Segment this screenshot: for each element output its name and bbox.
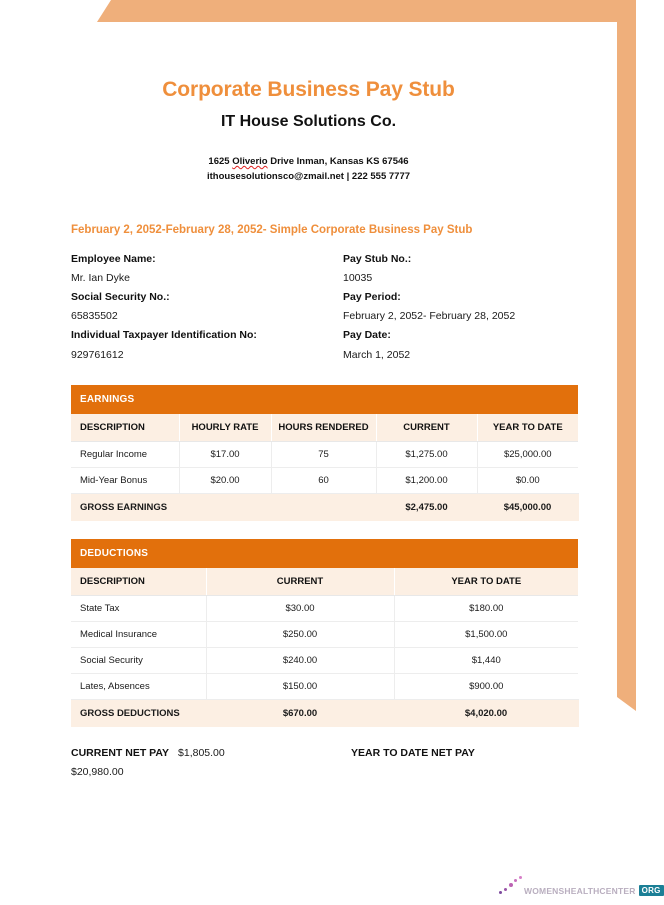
table-row (71, 442, 578, 468)
pay-date-label: Pay Date: (343, 329, 391, 342)
deductions-row-0-description: State Tax (71, 596, 206, 622)
deductions-row-1-year-to-date: $1,500.00 (394, 622, 578, 648)
earnings-table (71, 385, 579, 521)
deductions-row-2-current: $240.00 (206, 648, 394, 674)
table-row (71, 648, 578, 674)
deductions-col-year-to-date: YEAR TO DATE (394, 568, 578, 596)
deductions-column-header-row (71, 568, 578, 596)
earnings-row-1-description: Mid-Year Bonus (71, 468, 179, 494)
employee-name-label: Employee Name: (71, 253, 156, 265)
deductions-col-current: CURRENT (206, 568, 394, 596)
pay-stub-no-value: 10035 (343, 272, 373, 285)
deductions-col-description: DESCRIPTION (71, 568, 206, 596)
gross-earnings-blank-hourly (179, 494, 271, 522)
table-row (71, 674, 578, 700)
gross-earnings-label: GROSS EARNINGS (71, 494, 179, 522)
earnings-row-0-hourly-rate: $17.00 (179, 442, 271, 468)
womenshealthcenter-logo (498, 874, 661, 898)
itin-label: Individual Taxpayer Identification No: (71, 329, 257, 342)
current-net-pay-value: $1,805.00 (178, 747, 225, 759)
pay-period-label: Pay Period: (343, 291, 401, 304)
pay-period-heading: February 2, 2052-February 28, 2052- Simple Corporate Business Pay Stub (71, 224, 473, 237)
earnings-row-0-description: Regular Income (71, 442, 179, 468)
address-suffix: Drive Inman, Kansas KS 67546 (267, 156, 409, 167)
table-row (71, 622, 578, 648)
current-net-pay-label: CURRENT NET PAY (71, 747, 170, 759)
employee-details-right-column (343, 250, 581, 365)
earnings-row-0-hours-rendered: 75 (271, 442, 376, 468)
earnings-col-year-to-date: YEAR TO DATE (477, 414, 578, 442)
deductions-band-row (71, 539, 578, 568)
gross-deductions-year-to-date: $4,020.00 (394, 700, 578, 728)
employee-details-left-column (71, 250, 343, 365)
deductions-band-title: DEDUCTIONS (71, 539, 578, 568)
deductions-row-1-current: $250.00 (206, 622, 394, 648)
logo-org-badge: ORG (639, 885, 664, 896)
earnings-row-1-hours-rendered: 60 (271, 468, 376, 494)
pay-date-value: March 1, 2052 (343, 348, 411, 361)
year-to-date-net-pay-label: YEAR TO DATE NET PAY (351, 747, 475, 759)
table-row (71, 596, 578, 622)
employee-name-value: Mr. Ian Dyke (71, 272, 130, 285)
ascending-dots-icon (498, 876, 524, 898)
page-right-stripe-decoration (617, 0, 636, 711)
gross-deductions-current: $670.00 (206, 700, 394, 728)
deductions-row-3-year-to-date: $900.00 (394, 674, 578, 700)
deductions-row-3-current: $150.00 (206, 674, 394, 700)
deductions-table (71, 539, 579, 727)
address-prefix: 1625 (208, 156, 233, 167)
deductions-row-0-current: $30.00 (206, 596, 394, 622)
logo-wordmark: WOMENSHEALTHCENTER (524, 886, 636, 896)
year-to-date-net-pay-value: $20,980.00 (71, 766, 124, 779)
pay-stub-no-label: Pay Stub No.: (343, 253, 412, 265)
gross-deductions-label: GROSS DEDUCTIONS (71, 700, 206, 728)
pay-period-value: February 2, 2052- February 28, 2052 (343, 310, 516, 323)
social-security-label: Social Security No.: (71, 291, 170, 304)
gross-earnings-current: $2,475.00 (376, 494, 477, 522)
earnings-col-hours-rendered: HOURS RENDERED (271, 414, 376, 442)
employee-details (71, 250, 581, 365)
earnings-row-1-current: $1,200.00 (376, 468, 477, 494)
earnings-col-hourly-rate: HOURLY RATE (179, 414, 271, 442)
earnings-row-0-current: $1,275.00 (376, 442, 477, 468)
address-misspelled-word: Oliverio (232, 156, 268, 167)
earnings-row-1-hourly-rate: $20.00 (179, 468, 271, 494)
deductions-row-3-description: Lates, Absences (71, 674, 206, 700)
deductions-row-0-year-to-date: $180.00 (394, 596, 578, 622)
earnings-col-current: CURRENT (376, 414, 477, 442)
net-pay-summary (71, 744, 581, 783)
gross-earnings-row (71, 494, 578, 522)
earnings-row-1-year-to-date: $0.00 (477, 468, 578, 494)
address-line (208, 156, 408, 167)
social-security-value: 65835502 (71, 310, 118, 323)
deductions-row-2-description: Social Security (71, 648, 206, 674)
net-pay-first-line (71, 744, 581, 763)
earnings-row-0-year-to-date: $25,000.00 (477, 442, 578, 468)
company-contact-block (0, 131, 617, 184)
table-row (71, 468, 578, 494)
earnings-column-header-row (71, 414, 578, 442)
earnings-col-description: DESCRIPTION (71, 414, 179, 442)
gross-earnings-blank-hours (271, 494, 376, 522)
deductions-row-1-description: Medical Insurance (71, 622, 206, 648)
page-title: Corporate Business Pay Stub (162, 78, 455, 101)
gross-earnings-year-to-date: $45,000.00 (477, 494, 578, 522)
company-name: IT House Solutions Co. (220, 113, 397, 130)
earnings-band-title: EARNINGS (71, 385, 578, 414)
deductions-row-2-year-to-date: $1,440 (394, 648, 578, 674)
itin-value: 929761612 (71, 348, 124, 361)
contact-line: ithousesolutionsco@zmail.net | 222 555 7777 (206, 170, 411, 182)
gross-deductions-row (71, 700, 578, 728)
earnings-band-row (71, 385, 578, 414)
